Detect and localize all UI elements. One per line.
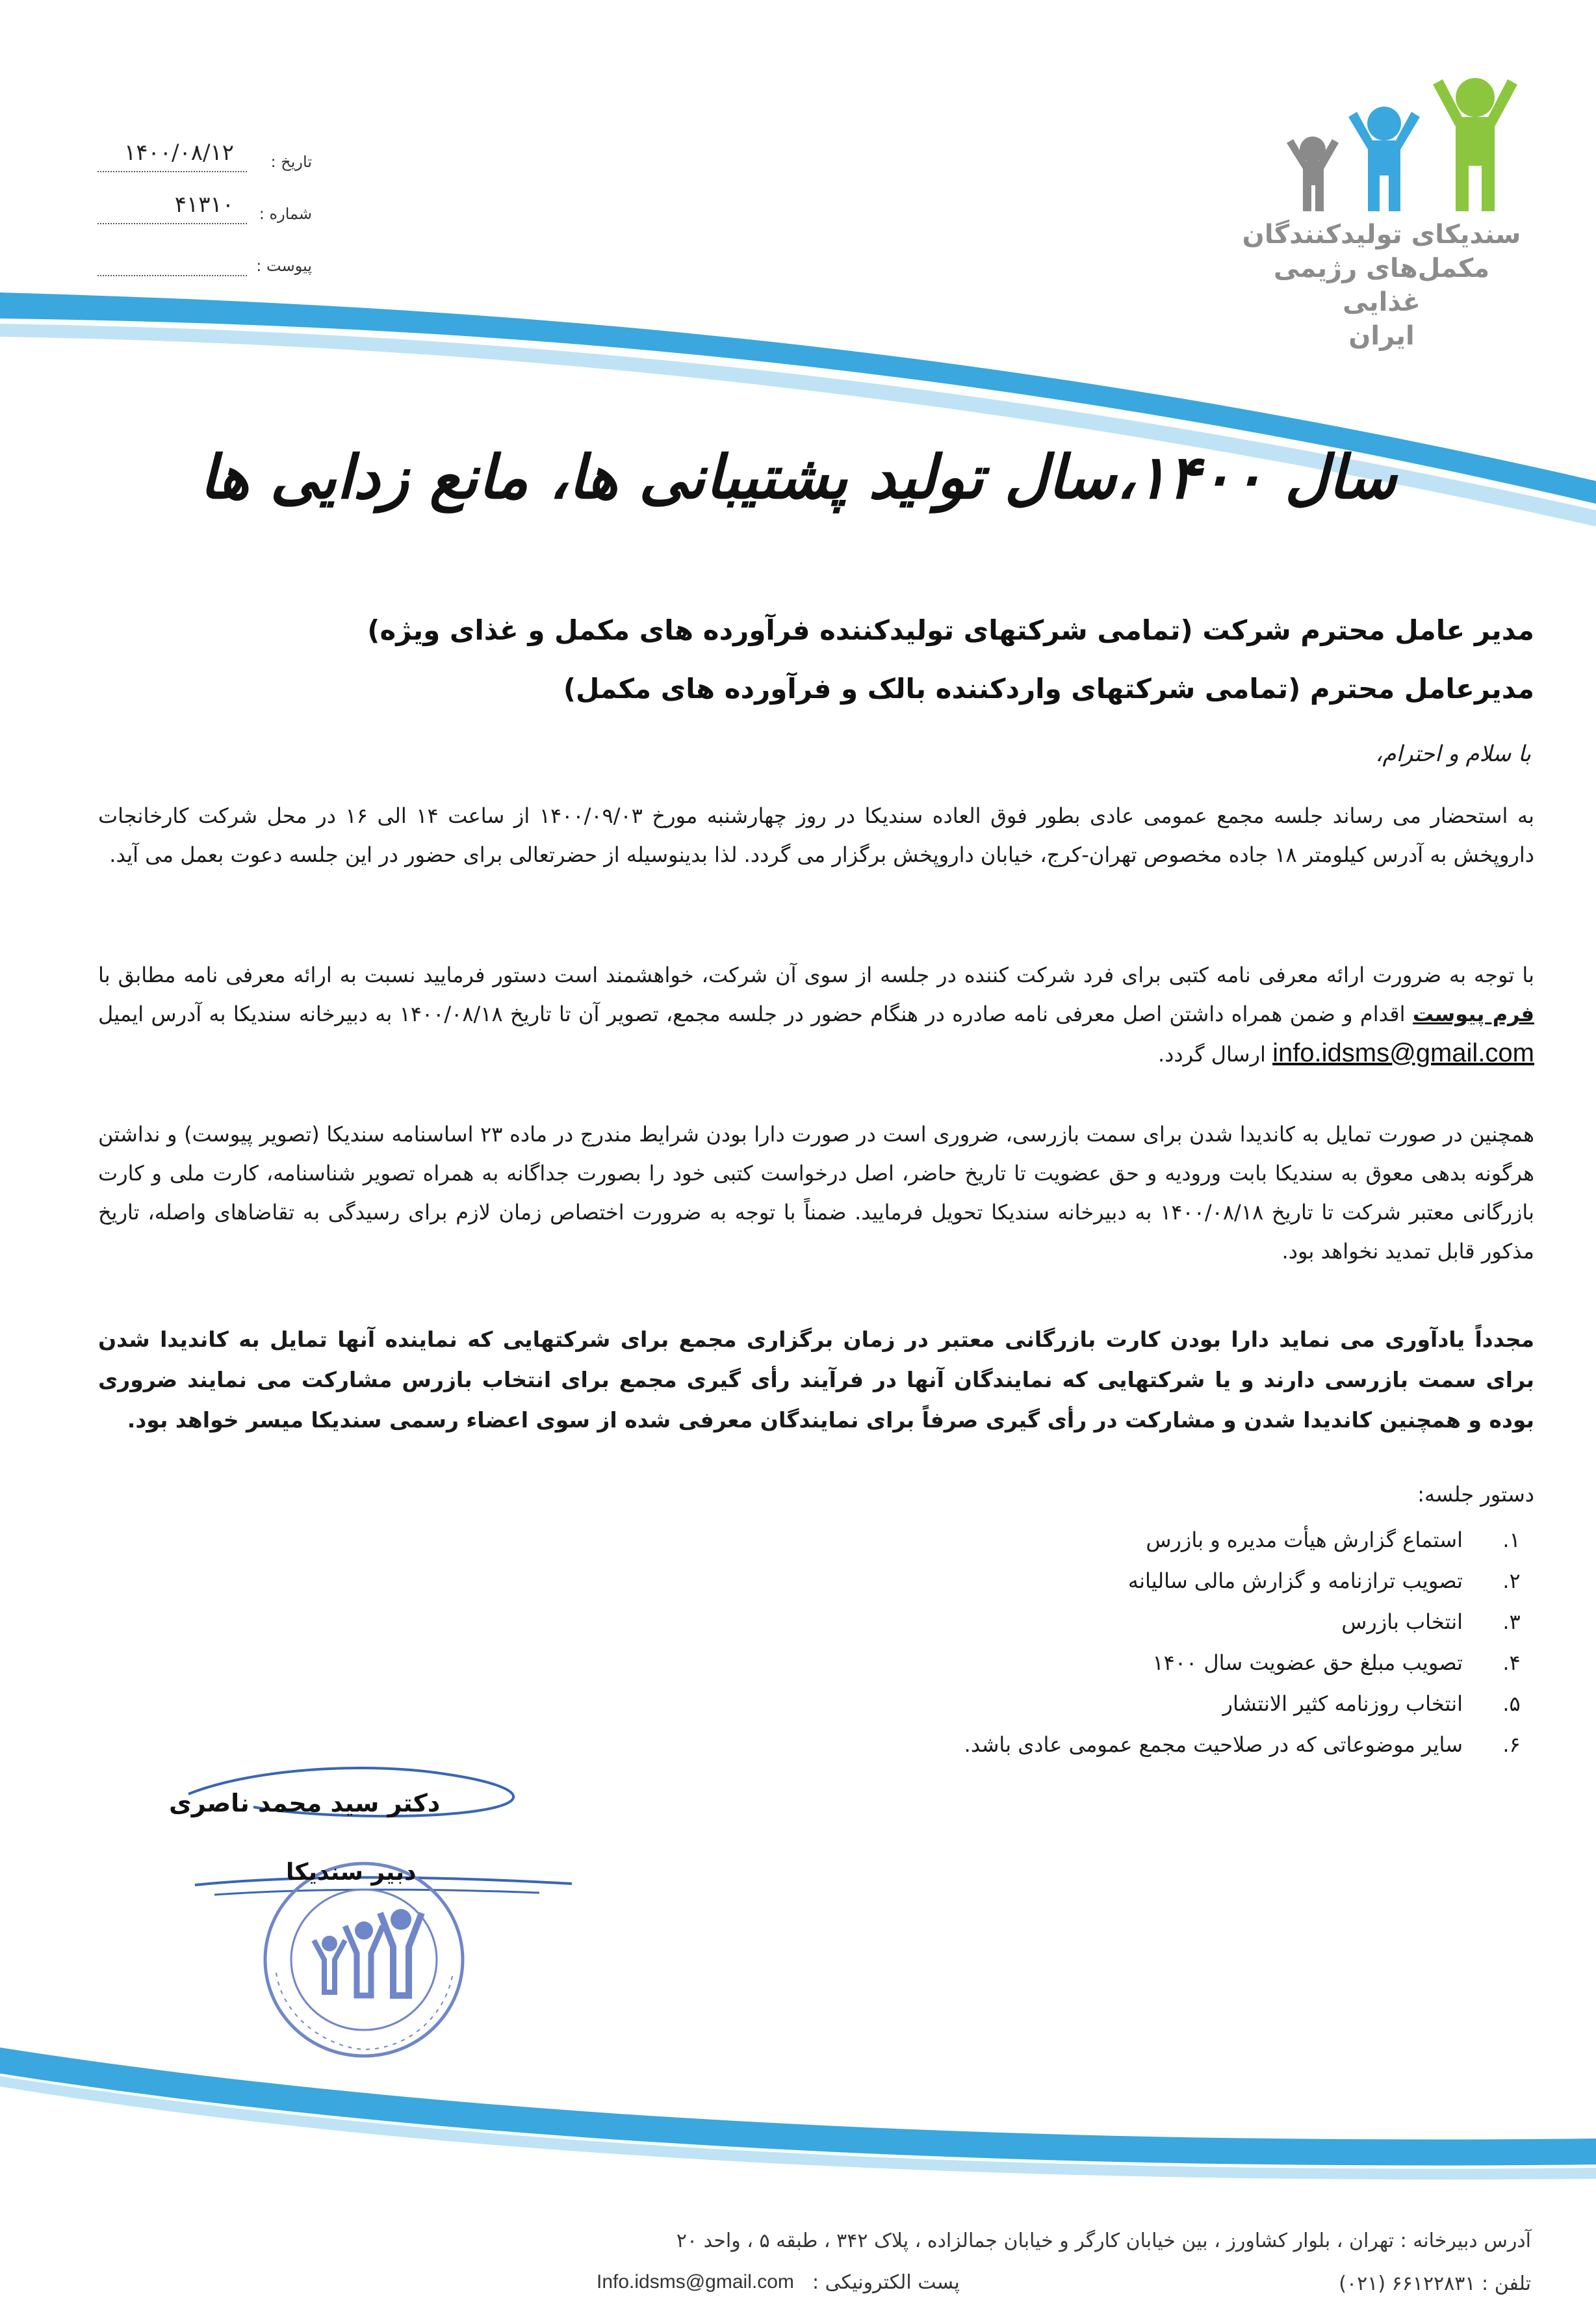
syndicate-name-line1: سندیکای تولیدکنندگان — [1242, 220, 1521, 250]
official-stamp-icon — [257, 1856, 471, 2064]
signatory-name: دکتر سید محمد ناصری — [169, 1789, 441, 1817]
paragraph-2-text-a: با توجه به ضرورت ارائه معرفی نامه کتبی برای فرد شرکت کننده در جلسه از سوی آن شرکت، خواهشمند است دستور فرمایید نسبت به ارائه معرفی نامه مطابق با — [98, 963, 1534, 987]
footer-address: آدرس دبیرخانه : تهران ، بلوار کشاورز ، بین خیابان کارگر و خیابان جمالزاده ، پلاک ۳۴۲ ، طبقه ۵ ، واحد ۲۰ — [676, 2230, 1531, 2252]
agenda-title: دستور جلسه: — [1417, 1482, 1534, 1507]
agenda-item: ۳. انتخاب بازرس — [1341, 1609, 1521, 1634]
number-field — [97, 192, 312, 231]
email-link[interactable]: info.idsms@gmail.com — [1272, 1039, 1534, 1067]
number-value: ۴۱۳۱۰ — [174, 192, 234, 218]
footer-email[interactable]: Info.idsms@gmail.com — [597, 2271, 794, 2293]
agenda-list — [819, 1528, 1534, 1773]
syndicate-name — [1239, 218, 1525, 353]
signatory-role: دبیر سندیکا — [286, 1859, 417, 1886]
syndicate-logo-icon — [1274, 78, 1547, 214]
attachment-label: پیوست : — [256, 257, 312, 275]
paragraph-4: مجدداً یادآوری می نماید دارا بودن کارت بازرگانی معتبر در زمان برگزاری مجمع برای شرکتهایی که نماینده آنها تمایل به کاندیدا شدن برای سمت بازرسی دارند و یا شرکتهایی که نمایندگان آنها در فرآیند رأی گیری مجمع برای انتخاب بازرس مشارکت می نمایند ضروری بوده و همچنین کاندیدا شدن و مشارکت در رأی گیری صرفاً برای نمایندگان معرفی شده از سوی اعضاء رسمی سندیکا میسر خواهد بود. — [98, 1327, 1534, 1433]
date-field — [97, 140, 312, 179]
date-label: تاریخ : — [270, 153, 312, 171]
paragraph-2-text-b: اقدام و ضمن همراه داشتن اصل معرفی نامه صادره در هنگام حضور در جلسه مجمع، تصویر آن تا تاریخ ۱۴۰۰/۰۸/۱۸ به دبیرخانه سندیکا به آدرس ایمیل — [98, 1002, 1406, 1026]
agenda-item: ۶. سایر موضوعاتی که در صلاحیت مجمع عمومی عادی باشد. — [964, 1732, 1521, 1757]
paragraph-3: همچنین در صورت تمایل به کاندیدا شدن برای سمت بازرسی، ضروری است در صورت دارا بودن شرایط مندرج در ماده ۲۳ اساسنامه سندیکا (تصویر پیوست) و نداشتن هرگونه بدهی معوق به سندیکا بابت ورودیه و حق عضویت تا تاریخ حاضر، اصل درخواست کتبی خود را بصورت جداگانه به همراه تصویر شناسنامه، کارت ملی و کارت بازرگانی معتبر شرکت تا تاریخ ۱۴۰۰/۰۸/۱۸ به دبیرخانه سندیکا تحویل فرمایید. ضمناً با توجه به ضرورت اختصاص زمان لازم برای رسیدگی به تقاضاهای واصله، تاریخ مذکور قابل تمدید نخواهد بود. — [98, 1122, 1535, 1264]
agenda-item: ۴. تصویب مبلغ حق عضویت سال ۱۴۰۰ — [1152, 1650, 1521, 1675]
agenda-item: ۲. تصویب ترازنامه و گزارش مالی سالیانه — [1127, 1568, 1521, 1593]
greeting: با سلام و احترام، — [1375, 741, 1531, 767]
attached-form-link[interactable]: فرم پیوست — [1412, 1002, 1535, 1026]
paragraph-1: به استحضار می رساند جلسه مجمع عمومی عادی بطور فوق العاده سندیکا در روز چهارشنبه مورخ ۱۴۰۰/۰۹/۰۳ از ساعت ۱۴ الی ۱۶ در محل شرکت کارخانجات داروپخش به آدرس کیلومتر ۱۸ جاده مخصوص تهران-کرج، خیابان داروپخش برگزار می گردد. لذا بدینوسیله از حضرتعالی برای حضور در این جلسه دعوت بعمل می آید. — [98, 803, 1535, 867]
footer-email-label: پست الکترونیکی : — [812, 2271, 960, 2294]
number-label: شماره : — [259, 205, 312, 223]
date-value: ۱۴۰۰/۰۸/۱۲ — [123, 140, 234, 166]
paragraph-2-text-c: ارسال گردد. — [1158, 1042, 1266, 1067]
agenda-item: ۱. استماع گزارش هیأت مدیره و بازرس — [1146, 1528, 1521, 1552]
year-slogan: سال ۱۴۰۰،سال تولید پشتیبانی ها، مانع زدایی ها — [200, 442, 1396, 512]
paragraph-2 — [98, 956, 1534, 1074]
footer-phone: تلفن : ۶۶۱۲۲۸۳۱ (۰۲۱) — [1339, 2272, 1531, 2295]
footer-swoosh — [0, 2034, 1596, 2184]
recipient-line-2: مدیرعامل محترم (تمامی شرکتهای واردکننده بالک و فرآورده های مکمل) — [563, 673, 1534, 705]
attachment-field — [97, 257, 312, 283]
recipient-line-1: مدیر عامل محترم شرکت (تمامی شرکتهای تولیدکننده فرآورده های مکمل و غذای ویژه) — [367, 614, 1534, 646]
syndicate-name-line3: ایران — [1348, 321, 1415, 351]
syndicate-name-line2: مکمل‌های رژیمی غذایی — [1273, 254, 1490, 317]
agenda-item: ۵. انتخاب روزنامه کثیر الانتشار — [1222, 1691, 1521, 1716]
